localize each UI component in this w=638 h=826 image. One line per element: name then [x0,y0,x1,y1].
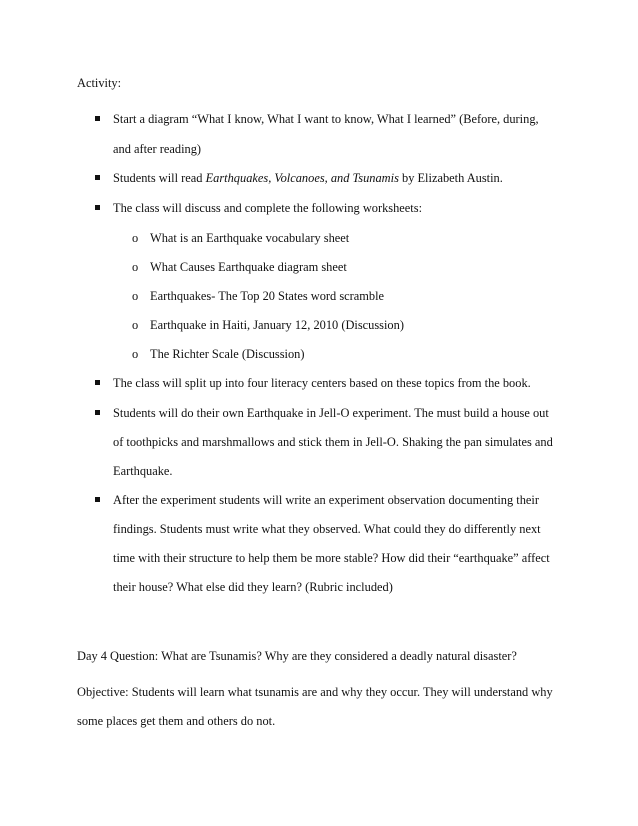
bullet-5-line-3: Earthquake. [113,464,173,478]
activity-heading: Activity: [77,76,122,90]
day4-question: Day 4 Question: What are Tsunamis? Why are they considered a deadly natural disaster? [77,649,517,663]
bullet-2-line [113,170,503,186]
subitem-marker: o [132,231,139,245]
bullet-marker [95,410,100,415]
bullet-5-line-2: of toothpicks and marshmallows and stick them in Jell-O. Shaking the pan simulates and [113,435,553,449]
subitem-4: Earthquake in Haiti, January 12, 2010 (Discussion) [150,318,404,332]
subitem-marker: o [132,289,139,303]
bullet-4-line: The class will split up into four literacy centers based on these topics from the book. [113,376,531,390]
subitem-marker: o [132,347,139,361]
bullet-1-line-2: and after reading) [113,142,202,156]
bullet-marker [95,380,100,385]
bullet-marker [95,205,100,210]
bullet-6-line-1: After the experiment students will write an experiment observation documenting their [113,493,539,507]
subitem-2: What Causes Earthquake diagram sheet [150,260,347,274]
bullet-6-line-2: findings. Students must write what they observed. What could they do differently next [113,522,541,536]
subitem-marker: o [132,318,139,332]
book-title: Earthquakes, Volcanoes, and Tsunamis [205,171,399,185]
bullet-5-line-1: Students will do their own Earthquake in Jell-O experiment. The must build a house out [113,406,549,420]
bullet-marker [95,116,100,121]
bullet-3-line: The class will discuss and complete the following worksheets: [113,201,423,215]
subitem-marker: o [132,260,139,274]
objective-line-1: Objective: Students will learn what tsunamis are and why they occur. They will understand why [77,685,553,699]
bullet-6-line-4: their house? What else did they learn? (Rubric included) [113,580,393,594]
bullet-marker [95,497,100,502]
objective-line-2: some places get them and others do not. [77,714,276,728]
subitem-5: The Richter Scale (Discussion) [150,347,305,361]
bullet-6-line-3: time with their structure to help them be more stable? How did their “earthquake” affect [113,551,550,565]
bullet-2-suffix: by Elizabeth Austin. [398,171,503,185]
bullet-1-line-1: Start a diagram “What I know, What I want to know, What I learned” (Before, during, [113,112,539,126]
bullet-2-prefix: Students will read [113,171,206,185]
subitem-1: What is an Earthquake vocabulary sheet [150,231,350,245]
subitem-3: Earthquakes- The Top 20 States word scramble [150,289,385,303]
bullet-marker [95,175,100,180]
